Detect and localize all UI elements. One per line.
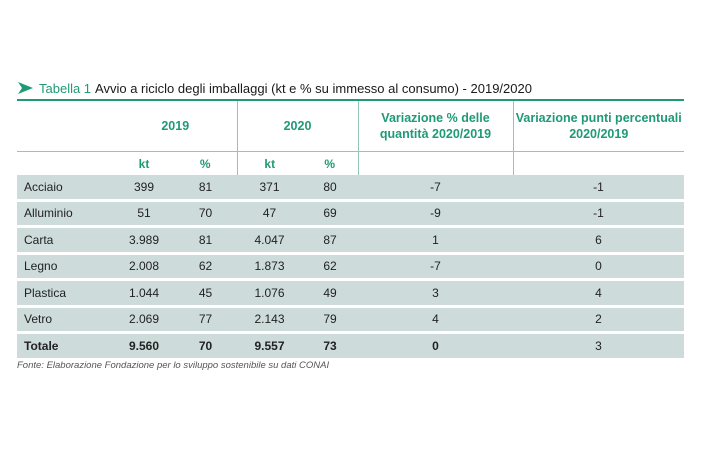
variation-points: 2 (513, 306, 684, 333)
pct-2020: 80 (302, 175, 358, 200)
variation-points: -1 (513, 175, 684, 200)
total-pct-2019: 70 (174, 333, 237, 358)
variation-qty: -9 (358, 200, 513, 227)
material-name: Carta (17, 227, 114, 254)
pct-2020: 49 (302, 280, 358, 307)
pct-2019: 62 (174, 253, 237, 280)
variation-points: -1 (513, 200, 684, 227)
material-name: Plastica (17, 280, 114, 307)
variation-points: 4 (513, 280, 684, 307)
unit-pct-2019: % (199, 156, 211, 171)
pct-2020: 79 (302, 306, 358, 333)
pct-2020: 62 (302, 253, 358, 280)
total-row (17, 333, 684, 358)
material-name: Legno (17, 253, 114, 280)
source-note: Fonte: Elaborazione Fondazione per lo sviluppo sostenibile su dati CONAI (17, 360, 330, 371)
table-caption (17, 79, 532, 97)
kt-2020: 1.076 (237, 280, 302, 307)
variation-qty: 3 (358, 280, 513, 307)
kt-2020: 47 (237, 200, 302, 227)
pct-2019: 81 (174, 227, 237, 254)
header-variation-points: Variazione punti percentuali 2020/2019 (513, 100, 684, 152)
unit-pct-2020: % (324, 156, 336, 171)
table-row (17, 253, 684, 280)
total-variation-points: 3 (513, 333, 684, 358)
header-2019: 2019 (114, 100, 237, 152)
arrow-icon (17, 81, 34, 95)
material-name: Vetro (17, 306, 114, 333)
pct-2019: 70 (174, 200, 237, 227)
total-label: Totale (17, 333, 114, 358)
kt-2019: 51 (114, 200, 174, 227)
variation-qty: 1 (358, 227, 513, 254)
variation-qty: -7 (358, 253, 513, 280)
variation-points: 0 (513, 253, 684, 280)
material-name: Acciaio (17, 175, 114, 200)
header-variation-qty: Variazione % delle quantità 2020/2019 (358, 100, 513, 152)
kt-2019: 1.044 (114, 280, 174, 307)
table-row (17, 175, 684, 200)
material-name: Alluminio (17, 200, 114, 227)
table-title: Avvio a riciclo degli imballaggi (kt e % su immesso al consumo) - 2019/2020 (95, 80, 532, 96)
total-variation-qty: 0 (358, 333, 513, 358)
pct-2019: 81 (174, 175, 237, 200)
pct-2019: 45 (174, 280, 237, 307)
unit-kt-2019: kt (138, 156, 150, 171)
table-row (17, 306, 684, 333)
total-pct-2020: 73 (302, 333, 358, 358)
table-row (17, 200, 684, 227)
header-2020: 2020 (237, 100, 358, 152)
pct-2020: 87 (302, 227, 358, 254)
kt-2020: 4.047 (237, 227, 302, 254)
header-row (17, 100, 684, 152)
header-empty (17, 100, 114, 152)
pct-2019: 77 (174, 306, 237, 333)
pct-2020: 69 (302, 200, 358, 227)
table-row (17, 227, 684, 254)
variation-qty: -7 (358, 175, 513, 200)
table-row (17, 280, 684, 307)
units-row (17, 152, 684, 176)
kt-2019: 2.069 (114, 306, 174, 333)
table-label: Tabella 1 (39, 80, 92, 96)
total-kt-2020: 9.557 (237, 333, 302, 358)
kt-2020: 1.873 (237, 253, 302, 280)
kt-2019: 399 (114, 175, 174, 200)
variation-qty: 4 (358, 306, 513, 333)
kt-2020: 2.143 (237, 306, 302, 333)
kt-2019: 3.989 (114, 227, 174, 254)
unit-kt-2020: kt (237, 152, 302, 176)
total-kt-2019: 9.560 (114, 333, 174, 358)
kt-2020: 371 (237, 175, 302, 200)
variation-points: 6 (513, 227, 684, 254)
kt-2019: 2.008 (114, 253, 174, 280)
recycling-table (17, 99, 684, 358)
